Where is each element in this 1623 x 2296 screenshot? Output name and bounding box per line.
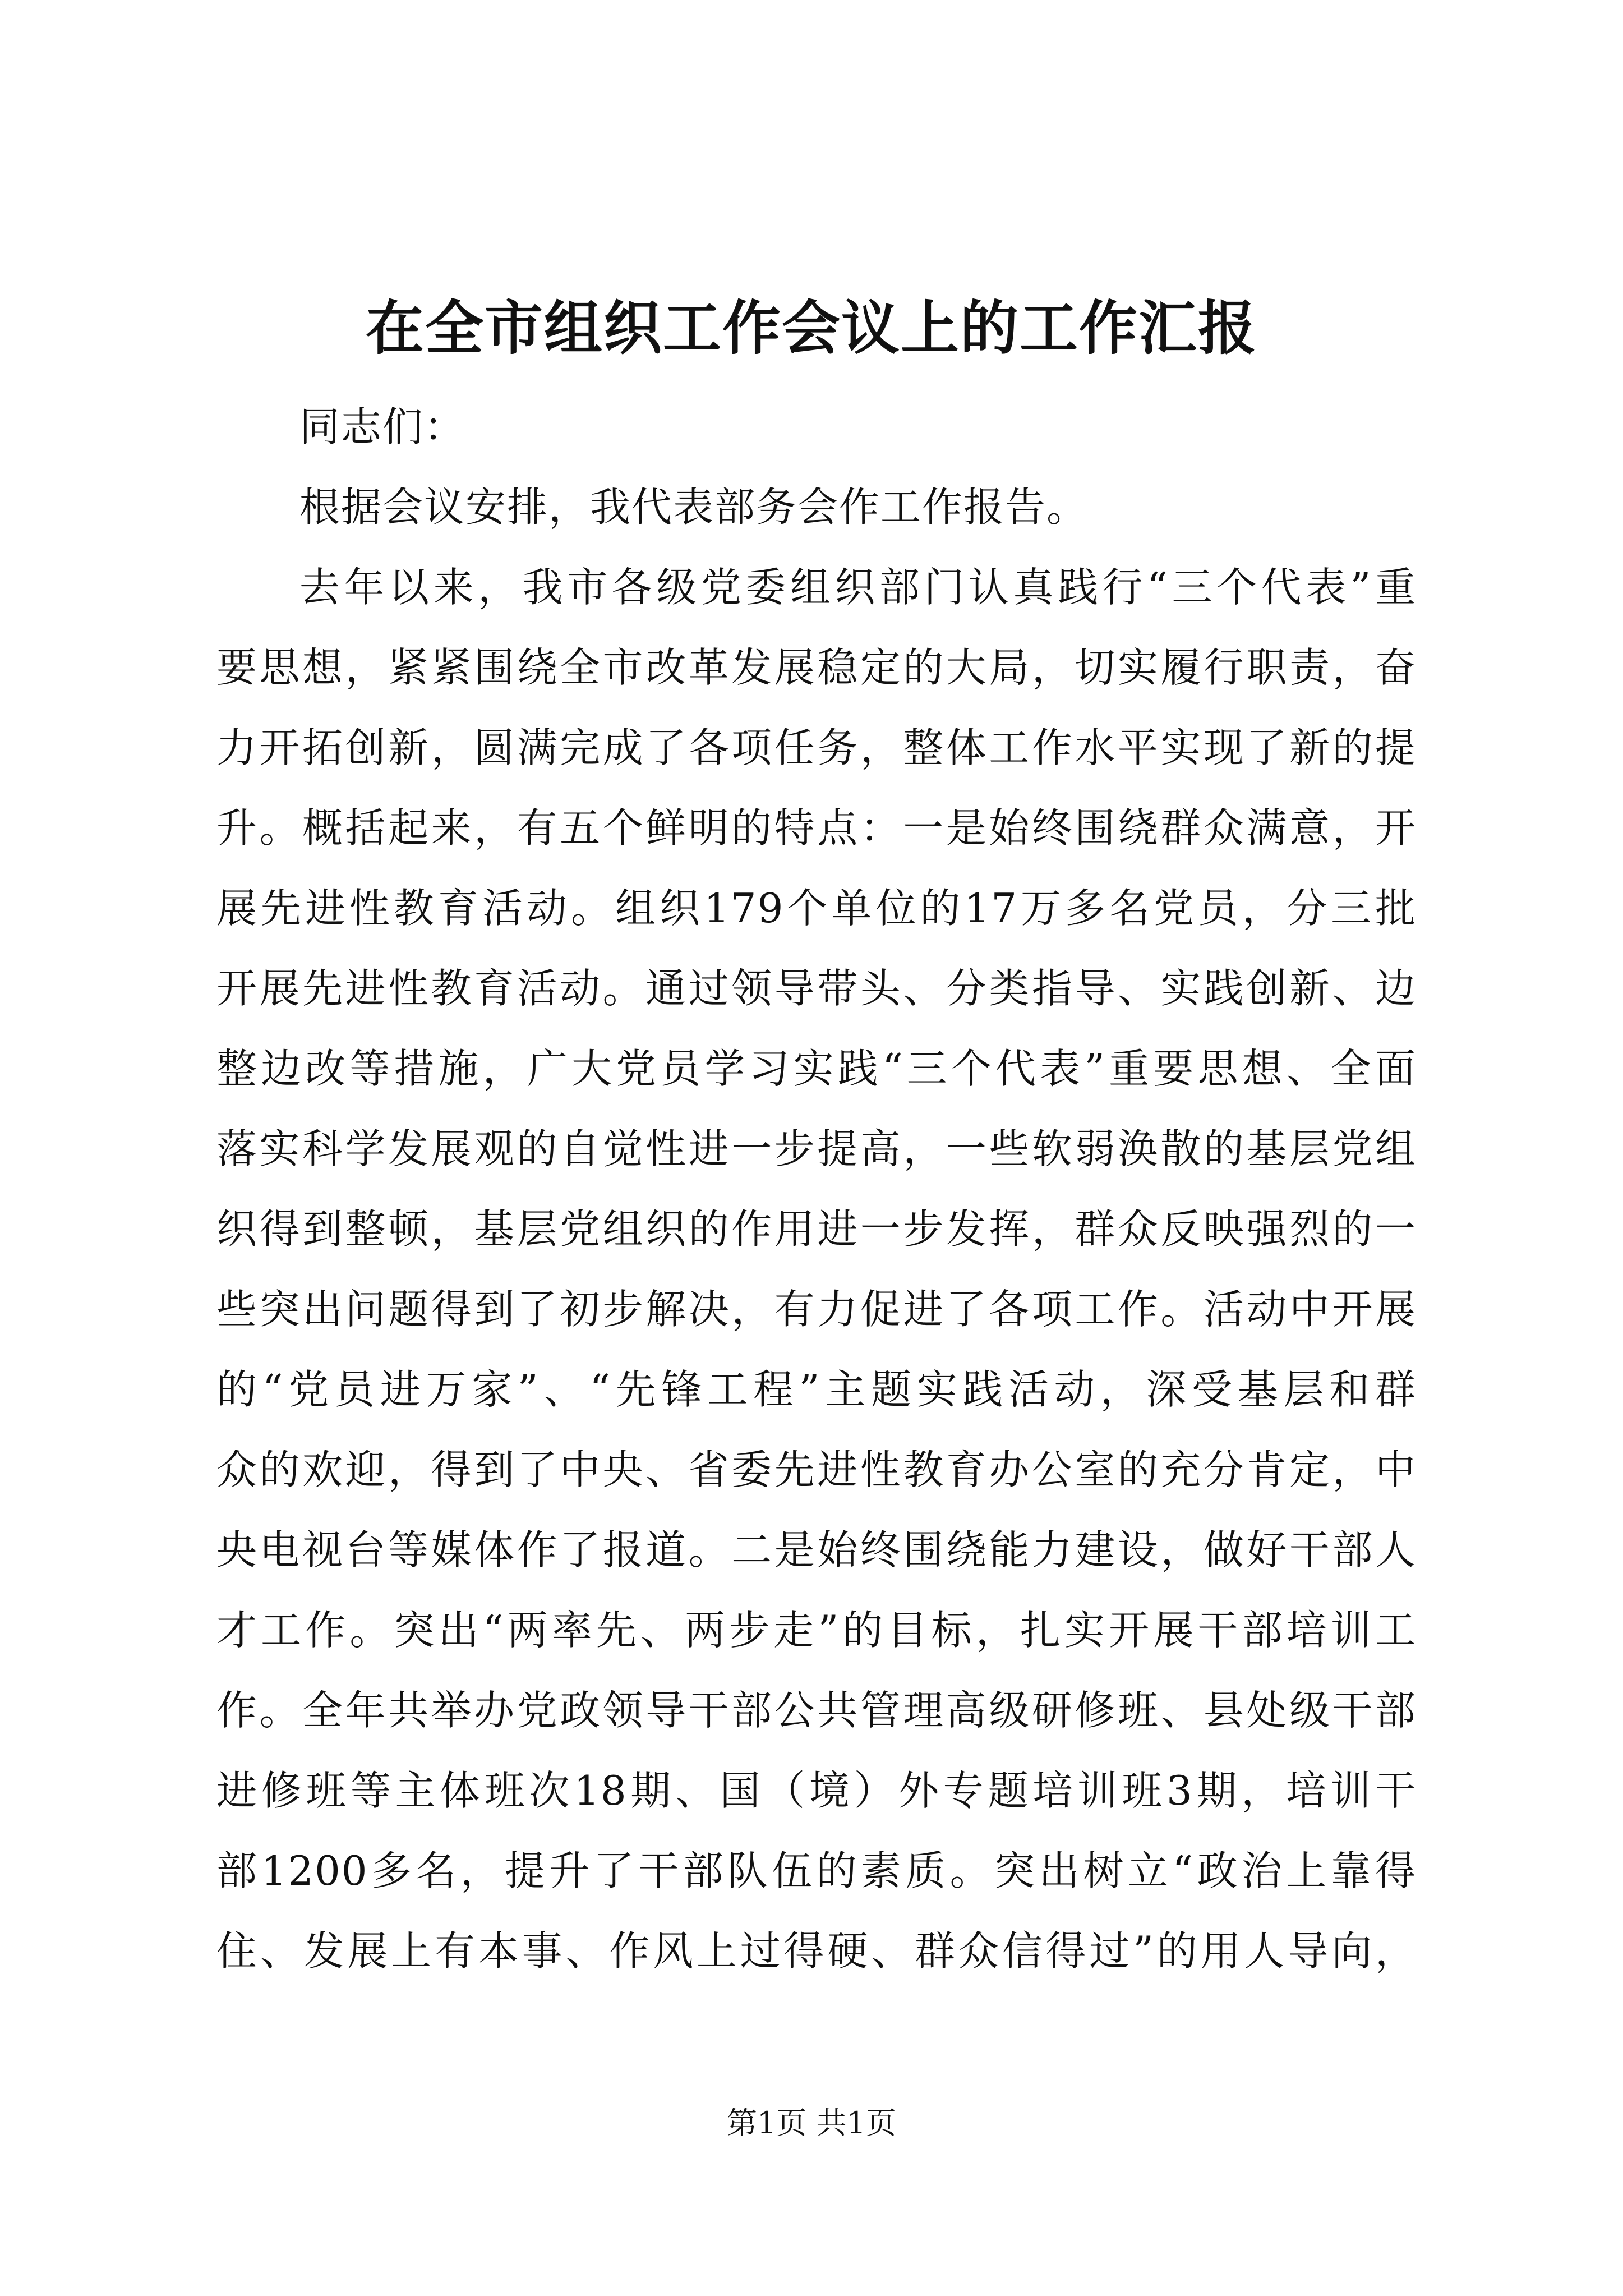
document-body: [216, 387, 1417, 1991]
paragraph-line: 才工作。突出“两率先、两步走”的目标，扎实开展干部培训工: [216, 1607, 1417, 1654]
paragraph-line: 要思想，紧紧围绕全市改革发展稳定的大局，切实履行职责，奋: [216, 644, 1417, 691]
paragraph-line: 升。概括起来，有五个鲜明的特点：一是始终围绕群众满意，开: [216, 804, 1417, 852]
paragraph-line: 去年以来，我市各级党委组织部门认真践行“三个代表”重: [299, 564, 1417, 611]
paragraph-line: 央电视台等媒体作了报道。二是始终围绕能力建设，做好干部人: [216, 1526, 1417, 1573]
paragraph-line: 作。全年共举办党政领导干部公共管理高级研修班、县处级干部: [216, 1687, 1417, 1734]
paragraph-line: 展先进性教育活动。组织179个单位的17万多名党员，分三批: [216, 885, 1417, 932]
document-title: 在全市组织工作会议上的工作汇报: [365, 293, 1257, 362]
page-number-footer: 第1页 共1页: [727, 2105, 896, 2141]
paragraph-line: 的“党员进万家”、“先锋工程”主题实践活动，深受基层和群: [216, 1366, 1417, 1413]
paragraph-line: 力开拓创新，圆满完成了各项任务，整体工作水平实现了新的提: [216, 724, 1417, 771]
salutation-line: 同志们：: [299, 403, 466, 450]
paragraph-line: 些突出问题得到了初步解决，有力促进了各项工作。活动中开展: [216, 1286, 1417, 1333]
paragraph-line: 根据会议安排，我代表部务会作工作报告。: [299, 484, 1089, 531]
paragraph-line: 住、发展上有本事、作风上过得硬、群众信得过”的用人导向，: [216, 1927, 1417, 1975]
paragraph-line: 整边改等措施，广大党员学习实践“三个代表”重要思想、全面: [216, 1045, 1417, 1092]
paragraph-line: 众的欢迎，得到了中央、省委先进性教育办公室的充分肯定，中: [216, 1446, 1417, 1493]
paragraph-line: 织得到整顿，基层党组织的作用进一步发挥，群众反映强烈的一: [216, 1205, 1417, 1253]
paragraph-line: 进修班等主体班次18期、国（境）外专题培训班3期，培训干: [216, 1767, 1417, 1814]
paragraph-line: 开展先进性教育活动。通过领导带头、分类指导、实践创新、边: [216, 965, 1417, 1012]
paragraph-line: 部1200多名，提升了干部队伍的素质。突出树立“政治上靠得: [216, 1847, 1417, 1894]
paragraph-line: 落实科学发展观的自觉性进一步提高，一些软弱涣散的基层党组: [216, 1125, 1417, 1172]
